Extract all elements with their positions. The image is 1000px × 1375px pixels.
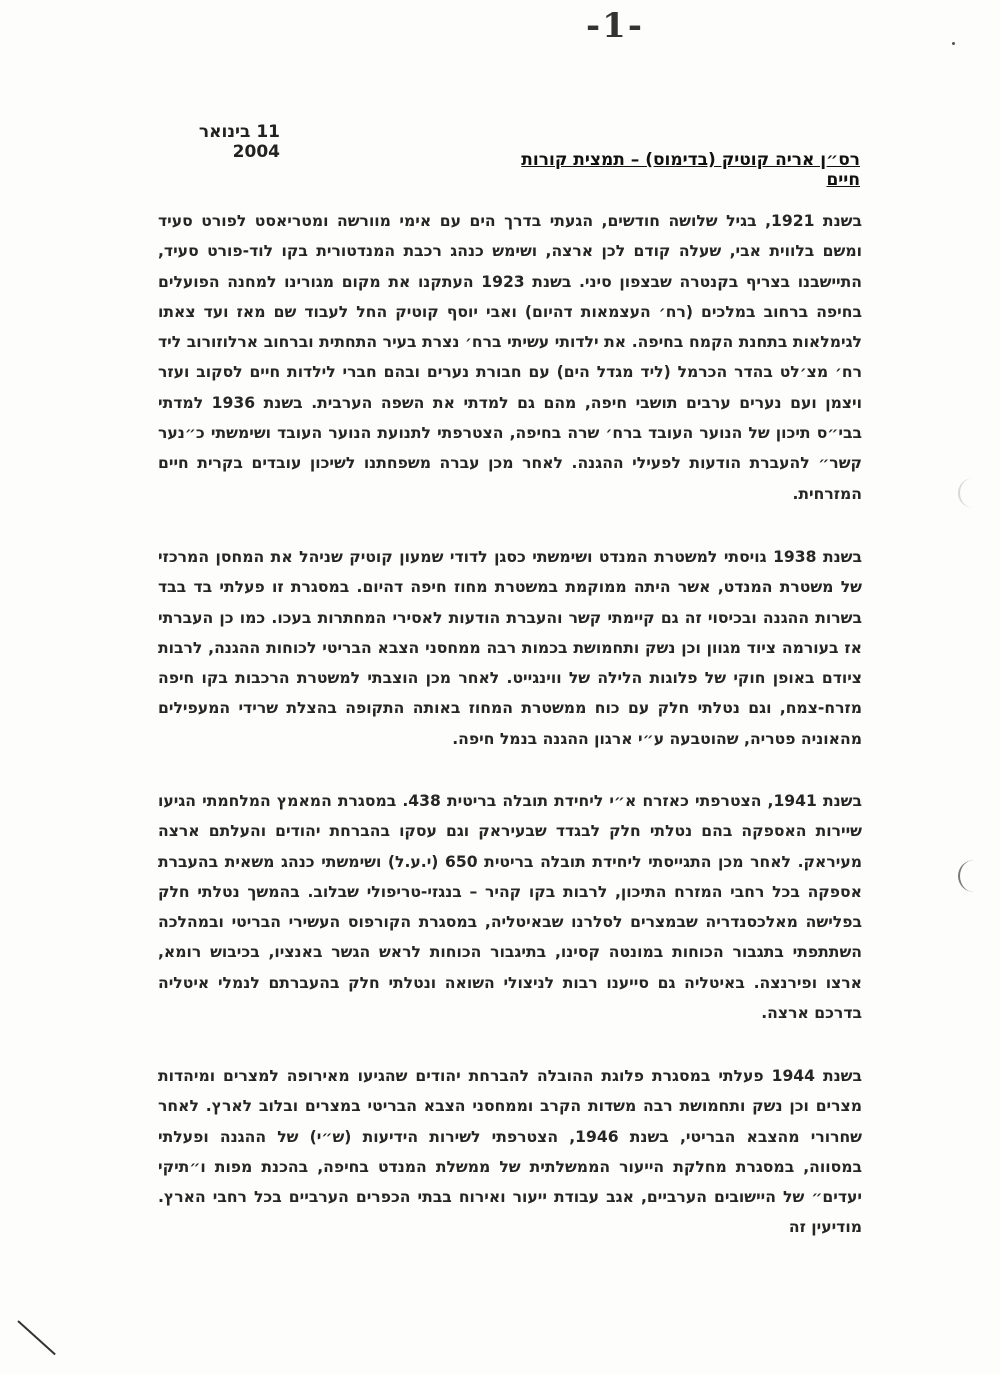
punch-hole-mark [958,860,1000,892]
document-title: רס״ן אריה קוטיק (בדימוס) – תמצית קורות חיים [521,150,860,190]
paragraph-1944: בשנת 1944 פעלתי במסגרת פלוגת ההובלה להברחת יהודים שהגיעו מאירופה למצרים ומיהדות מצרים וכן נשק ותחמושת רבה משדות הקרב וממחסני הצבא הבריטי במצרים ובלוב לארץ. לאחר שחרורי מהצבא הבריטי, בשנת 1946, הצטרפתי לשירות הידיעות (ש״י) של ההגנה ופעלתי במסווה, במסגרת מחלקת הייעור הממשלתית של ממשלת המנדט בחיפה, בהכנת מפות ו״תיקי יעדים״ של היישובים הערביים, אגב עבודת ייעור ואירוח בבתי הכפרים הערביים בכל רחבי הארץ. מודיעין זה [158,1067,862,1237]
paragraph-1921: בשנת 1921, בגיל שלושה חודשים, הגעתי בדרך הים עם אימי מוורשה ומטריאסט לפורט סעיד ומשם בלווית אבי, שעלה קודם לכן ארצה, ושימש כנהג רכבת המנדטורית בקו לוד-פורט סעיד, התיישבנו בצריף בקנטרה שבצפון סיני. בשנת 1923 העתקנו את מקום מגורינו למחנה הפועלים בחיפה ברחוב במלכים (רח׳ העצמאות דהיום) ואבי יוסף קוטיק החל לעבוד שם מאז ועד צאתו לגימלאות בתחנת הקמח בחיפה. את ילדותי עשיתי ברח׳ נצרת בעיר התחתית וברחוב ארלוזורוב ליד רח׳ מצ׳לט בהדר הכרמל (ליד מגדל הים) עם חבורת נערים ובהם חברי לילדות חיים לסקוב ועזר ויצמן ועם נערים ערבים תושבי חיפה, מהם גם למדתי את השפה הערבית. בשנת 1936 למדתי בבי״ס תיכון של הנוער העובד ברח׳ שרה בחיפה, הצטרפתי לתנועת הנוער העובד ושימשתי כ״נער קשר״ להעברת הודעות לפעילי ההגנה. לאחר מכן עברה משפחתנו לשיכון עובדים בקרית חיים המזרחית. [158,212,863,503]
document-body [158,206,863,1237]
corner-fold-mark [17,1320,55,1355]
document-date: 11 בינואר 2004 [198,122,280,162]
paragraph-1941: בשנת 1941, הצטרפתי כאזרח א״י ליחידת תובלה בריטית 438. במסגרת המאמץ המלחמתי הגיעו שיירות האספקה בהם נטלתי חלק לבגדד שבעיראק וגם עסקו בהברחת יהודים והעלתם ארצה מעיראק. לאחר מכן התגייסתי ליחידת תובלה בריטית 650 (י.ע.ל) ושימשתי כנהג משאית בהעברת אספקה בכל רחבי המזרח התיכון, לרבות בקו קהיר – בנגזי-טריפולי שבלוב. בהמשך נטלתי חלק בפלישה מאלכסנדריה שבמצרים לסלרנו שבאיטליה, במסגרת הקורפוס העשירי הבריטי ובמהלכה השתתפתי בתגבור הכוחות במונטה קסינו, בתיגבור הכוחות לראש הגשר באנציו, בכיבוש רומא, ארצו ופירנצה. באיטליה גם סייענו רבות לניצולי השואה ונטלתי חלק בהעברתם לנמלי איטליה בדרכם ארצה. [158,792,862,1023]
scan-speck [952,42,955,45]
paragraph-1938: בשנת 1938 גויסתי למשטרת המנדט ושימשתי כסגן לדודי שמעון קוטיק שניהל את המחסן המרכזי של משטרת המנדט, אשר היתה ממוקמת במשטרת מחוז חיפה דהיום. במסגרת זו פעלתי בד בבד בשרות ההגנה ובכיסוי זה גם קיימתי קשר והעברת הודעות לאסירי המחתרות בעכו. כמו כן העברתי אז בעורמה ציוד מגוון וכן נשק ותחמושת בכמות רבה ממחסני הצבא הבריטי לכוחות ההגנה, לרבות ציודם באופן חוקי של פלוגות הלילה של ווינגייט. לאחר מכן הוצבתי למשטרת הרכבות בקו חיפה מזרח-צמח, וגם נטלתי חלק עם כוח ממשטרת המחוז באותה התקופה בהצלת שרידי המעפילים מהאוניה פטריה, שהוטבעה ע״י ארגון ההגנה בנמל חיפה. [158,548,863,748]
page-number: -1- [586,6,644,46]
punch-hole-mark [958,478,1000,508]
